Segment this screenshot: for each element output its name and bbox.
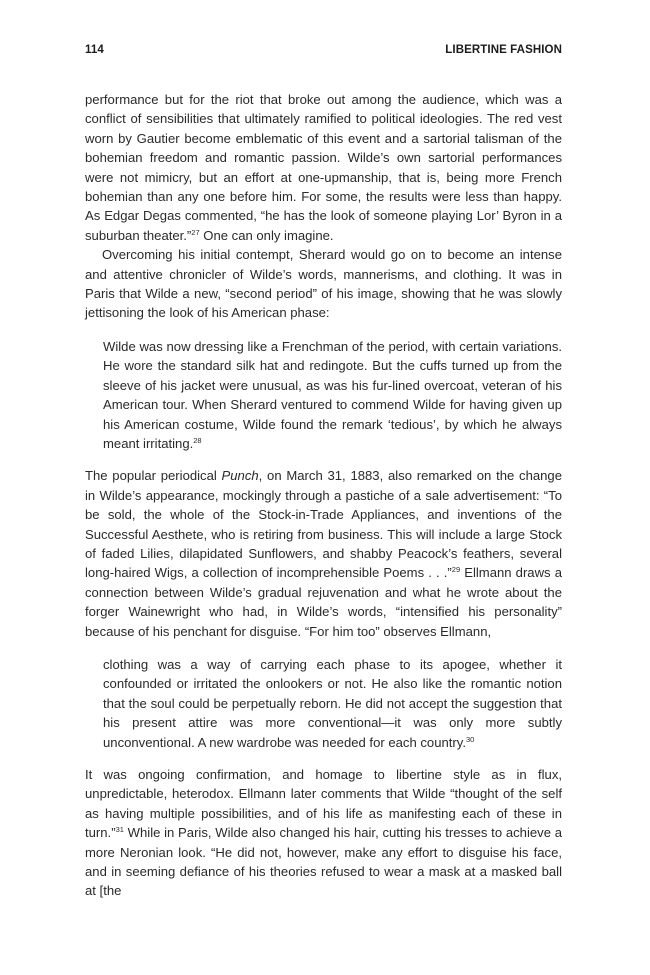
- footnote-ref-30: 30: [465, 734, 475, 744]
- block-quote-2-text: clothing was a way of carrying each phase to its apogee, whether it confounded or irritated the onlookers or not. He also like the romantic notion that the soul could be perpetually reborn. He did not accept the suggestion that his present attire was more conventional—it was only more subtly unconventional. A new wardrobe was needed for each country.: [103, 656, 562, 750]
- footnote-ref-27: 27: [191, 227, 200, 237]
- paragraph-1-text-tail: One can only imagine.: [199, 227, 334, 243]
- paragraph-2-text: Overcoming his initial contempt, Sherard would go on to become an intense and attentive chronicler of Wilde’s words, mannerisms, and clothing. It was in Paris that Wilde a new, “second period” of his image, showing that he was slowly jettisoning the look of his American phase:: [85, 247, 562, 321]
- footnote-ref-28: 28: [193, 435, 202, 445]
- paragraph-3-text-mid: , on March 31, 1883, also remarked on the change in Wilde’s appearance, mockingly through a pastiche of a sale advertisement: “To be sold, the whole of the Stock-in-Trade Appliances, and inventions of the Successful Aesthete, who is retiring from business. This will include a large Stock of faded Lilies, dilapidated Sunflowers, and shabby Peacock’s feathers, several long-haired Wigs, a collection of incomprehensible Poems . . .”: [85, 468, 562, 581]
- periodical-title: Punch: [221, 468, 259, 484]
- paragraph-4-text-tail: While in Paris, Wilde also changed his hair, cutting his tresses to achieve a more Neronian look. “He did not, however, make any effort to disguise his face, and in seeming defiance of his theories refused to wear a mask at a masked ball at [the: [85, 825, 562, 899]
- paragraph-2: [85, 245, 562, 323]
- paragraph-3-text: The popular periodical: [85, 468, 222, 484]
- paragraph-4-text: It was ongoing confirmation, and homage to libertine style as in flux, unpredictable, heterodox. Ellmann later comments that Wilde “thought of the self as having multiple possibilities, and of his life as manifesting each of these in turn.”: [85, 767, 562, 841]
- block-quote-1: [85, 337, 562, 453]
- footnote-ref-31: 31: [115, 825, 124, 835]
- page-number: 114: [85, 44, 104, 56]
- paragraph-4: [85, 765, 562, 901]
- block-quote-1-text: Wilde was now dressing like a Frenchman of the period, with certain variations. He wore the standard silk hat and redingote. But the cuffs turned up from the sleeve of his jacket were unusual, as was his fur-lined overcoat, veteran of his American tour. When Sherard ventured to commend Wilde for having given up his American costume, Wilde found the remark ‘tedious’, by which he always meant irritating.: [103, 338, 562, 451]
- paragraph-1-text: performance but for the riot that broke out among the audience, which was a conflict of sensibilities that ultimately ramified to political ideologies. The red vest worn by Gautier become emblematic of this event and a sartorial talisman of the bohemian freedom and romantic passion. Wilde’s own sartorial performances were not mimicry, but an effort at one-upmanship, that is, being more French bohemian than any one before him. For some, the results were less than happy. As Edgar Degas commented, “he has the look of someone playing Lor’ Byron in a suburban theater.”: [85, 92, 562, 243]
- body-text: [85, 90, 562, 901]
- footnote-ref-29: 29: [451, 565, 461, 575]
- block-quote-2: [85, 655, 562, 752]
- book-title: LIBERTINE FASHION: [445, 44, 562, 56]
- paragraph-3: [85, 466, 562, 641]
- paragraph-3-text-tail: Ellmann draws a connection between Wilde’s gradual rejuvenation and what he wrote about the forger Wainewright who had, in Wilde’s words, “intensified his personality” because of his penchant for disguise. “For him too” observes Ellmann,: [85, 565, 562, 639]
- paragraph-1: [85, 90, 562, 245]
